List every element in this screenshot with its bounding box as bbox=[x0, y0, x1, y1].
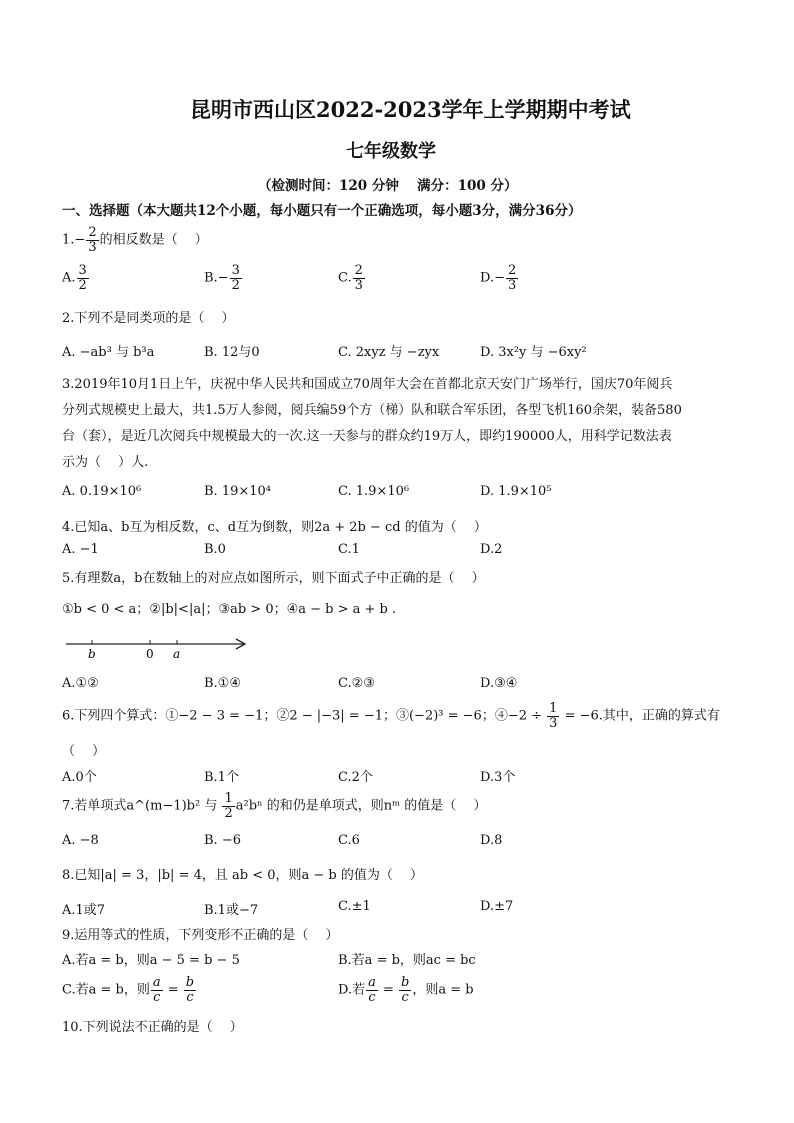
q2-option-c: C. 2xyz 与 −zyx bbox=[338, 345, 440, 360]
exam-title: 昆明市西山区2022-2023学年上学期期中考试 bbox=[190, 97, 631, 122]
q4-option-c: C.1 bbox=[338, 542, 360, 557]
q2-option-a: A. −ab³ 与 b³a bbox=[62, 345, 155, 360]
q6-option-c: C.2个 bbox=[338, 770, 373, 785]
q3-option-b: B. 19×10⁴ bbox=[204, 484, 272, 499]
section-heading: 一、选择题（本大题共12个小题，每小题只有一个正确选项，每小题3分，满分36分） bbox=[62, 203, 582, 219]
q3-option-c: C. 1.9×10⁶ bbox=[338, 484, 410, 499]
question-8: 8.已知|a| = 3，|b| = 4，且 ab < 0，则a − b 的值为（ ） bbox=[62, 868, 423, 883]
question-5-items: ①b < 0 < a；②|b|<|a|；③ab > 0；④a − b > a + b . bbox=[62, 602, 397, 617]
q8-option-a: A.1或7 bbox=[62, 903, 106, 918]
question-5: 5.有理数a，b在数轴上的对应点如图所示，则下面式子中正确的是（ ） bbox=[62, 571, 485, 586]
q1-option-a: A. $\frac{3}{2}$ bbox=[62, 263, 87, 293]
exam-meta: （检测时间：120 分钟 满分：100 分） bbox=[258, 178, 518, 194]
question-6: 6.下列四个算式：①−2 − 3 = −1；②2 − |−3| = −1；③(−2)³ = −6；④−2 ÷ $\frac{1}{3}$ = −6.其中，正确的算式有 bbox=[62, 701, 720, 731]
q5-option-b: B.①④ bbox=[204, 676, 241, 691]
question-2: 2.下列不是同类项的是（ ） bbox=[62, 311, 235, 326]
q8-option-c: C.±1 bbox=[338, 899, 371, 914]
q9-option-b: B.若a = b，则ac = bc bbox=[338, 953, 476, 968]
q4-option-b: B.0 bbox=[204, 542, 226, 557]
q6-option-a: A.0个 bbox=[62, 770, 97, 785]
q7-option-b: B. −6 bbox=[204, 833, 241, 848]
q9-option-a: A.若a = b，则a − 5 = b − 5 bbox=[62, 953, 240, 968]
q9-option-d: D.若 $\frac{a}{c}$ = $\frac{b}{c}$ ，则a = b bbox=[338, 975, 474, 1005]
q5-option-c: C.②③ bbox=[338, 676, 375, 691]
q2-option-b: B. 12与0 bbox=[204, 345, 260, 360]
label-a: a bbox=[173, 647, 181, 660]
exam-subtitle: 七年级数学 bbox=[346, 141, 436, 162]
question-7: 7.若单项式a^(m−1)b² 与 $\frac{1}{2}$ a²bⁿ 的和仍是单项式，则nᵐ 的值是（ ） bbox=[62, 791, 487, 821]
q5-option-d: D.③④ bbox=[480, 676, 518, 691]
label-0: 0 bbox=[146, 647, 154, 660]
q1-option-b: B.− $\frac{3}{2}$ bbox=[204, 263, 240, 293]
question-3-line-2: 分列式规模史上最大，共1.5万人参阅，阅兵编59个方（梯）队和联合军乐团，各型飞机160余架，装备580 bbox=[62, 403, 682, 418]
q9-option-c: C.若a = b，则 $\frac{a}{c}$ = $\frac{b}{c}$ bbox=[62, 975, 195, 1005]
q7-option-a: A. −8 bbox=[62, 833, 99, 848]
q6-option-d: D.3个 bbox=[480, 770, 516, 785]
q2-option-d: D. 3x²y 与 −6xy² bbox=[480, 345, 587, 360]
q8-option-b: B.1或−7 bbox=[204, 903, 259, 918]
q3-option-d: D. 1.9×10⁵ bbox=[480, 484, 552, 499]
label-b: b bbox=[88, 647, 96, 660]
q8-option-d: D.±7 bbox=[480, 899, 514, 914]
question-10: 10.下列说法不正确的是（ ） bbox=[62, 1020, 243, 1035]
question-3-line-1: 3.2019年10月1日上午，庆祝中华人民共和国成立70周年大会在首都北京天安门广场举行，国庆70年阅兵 bbox=[62, 377, 673, 392]
q3-option-a: A. 0.19×10⁶ bbox=[62, 484, 142, 499]
q4-option-a: A. −1 bbox=[62, 542, 99, 557]
q1-option-c: C. $\frac{2}{3}$ bbox=[338, 263, 363, 293]
question-4: 4.已知a、b互为相反数，c、d互为倒数，则2a + 2b − cd 的值为（ ） bbox=[62, 520, 487, 535]
question-3-line-4: 示为（ ）人. bbox=[62, 455, 149, 470]
q7-option-d: D.8 bbox=[480, 833, 503, 848]
q1-option-d: D.− $\frac{2}{3}$ bbox=[480, 263, 517, 293]
question-9: 9.运用等式的性质，下列变形不正确的是（ ） bbox=[62, 928, 339, 943]
q6-option-b: B.1个 bbox=[204, 770, 239, 785]
question-1: 1.− $\frac{2}{3}$ 的相反数是（ ） bbox=[62, 225, 208, 255]
number-line-figure bbox=[64, 636, 250, 660]
question-3-line-3: 台（套），是近几次阅兵中规模最大的一次.这一天参与的群众约19万人，即约190000人，用科学记数法表 bbox=[62, 429, 672, 444]
q5-option-a: A.①② bbox=[62, 676, 99, 691]
q4-option-d: D.2 bbox=[480, 542, 503, 557]
question-6-line-2: （ ） bbox=[62, 744, 106, 759]
fraction: $\frac{2}{3}$ bbox=[88, 225, 97, 255]
q7-option-c: C.6 bbox=[338, 833, 360, 848]
